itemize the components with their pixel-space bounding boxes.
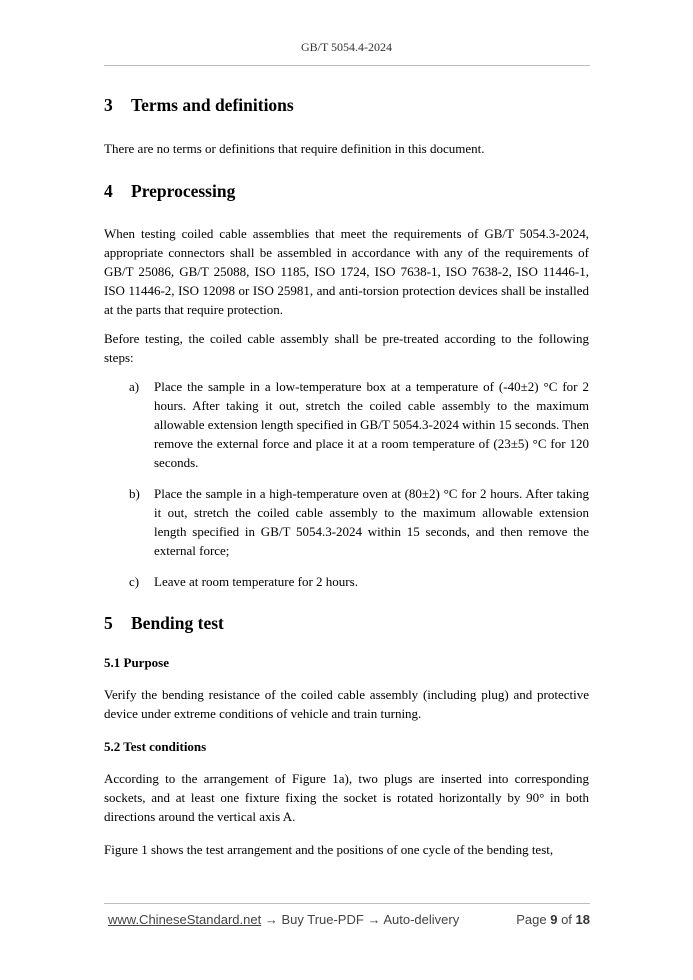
list-marker: c) [129,574,140,589]
page-footer [108,912,590,930]
of-label: of [561,912,572,927]
buy-pdf-text: Buy True-PDF [281,912,364,927]
subsection-5-2-paragraph-2: Figure 1 shows the test arrangement and the positions of one cycle of the bending test, [104,842,554,857]
list-item-text: Leave at room temperature for 2 hours. [154,574,358,589]
running-header [0,40,693,55]
page-total: 18 [575,912,590,927]
list-item [104,484,589,560]
arrow-right-icon: → [264,912,278,927]
doc-id: GB/T 5054.4-2024 [300,40,393,54]
subsection-5-1-paragraph: Verify the bending resistance of the coiled cable assembly (including plug) and protective device under extreme conditions of vehicle and train turning. [104,687,589,721]
list-marker: b) [129,486,140,501]
list-item-text: Place the sample in a low-temperature box at a temperature of (-40±2) °C for 2 hours. After taking it out, stretch the coiled cable assembly to the maximum allowable extension length specified in GB/T 5054.3-2024 within 15 seconds. Then remove the external force and place it at a room temperature of (23±5) °C for 120 seconds. [154,379,589,470]
page-body [104,94,589,859]
section-number: 3 [104,95,113,115]
section-4-heading [104,180,589,202]
section-5-heading [104,612,589,634]
subsection-5-1-heading: 5.1 Purpose [104,655,169,670]
preprocessing-steps [104,377,589,591]
section-title: Preprocessing [131,181,236,201]
subsection-5-2-heading: 5.2 Test conditions [104,739,207,754]
footer-divider [104,903,590,904]
section-number: 5 [104,613,113,633]
auto-delivery-text: Auto-delivery [383,912,460,927]
list-item [104,377,589,472]
arrow-right-icon: → [367,912,381,927]
list-marker: a) [129,379,140,394]
section-3-paragraph: There are no terms or definitions that require definition in this document. [104,141,485,156]
section-4-paragraph-2: Before testing, the coiled cable assembly shall be pre-treated according to the following steps: [104,331,589,365]
footer-links [108,912,459,927]
section-title: Bending test [131,613,224,633]
header-divider [104,65,590,66]
section-4-paragraph-1: When testing coiled cable assemblies that meet the requirements of GB/T 5054.3-2024, appropriate connectors shall be assembled in accordance with any of the requirements of GB/T 25086, GB/T 25088, ISO 1185, ISO 1724, ISO 7638-1, ISO 7638-2, ISO 11446-1, ISO 11446-2, ISO 12098 or ISO 25981, and anti-torsion protection devices shall be installed at the parts that require protection. [104,226,589,317]
list-item [104,572,589,591]
list-item-text: Place the sample in a high-temperature oven at (80±2) °C for 2 hours. After taking it out, stretch the coiled cable assembly to the maximum allowable extension length specified in GB/T 5054.3-2024 within 15 seconds, and then remove the external force; [154,486,589,558]
page-indicator [516,912,590,927]
section-3-heading [104,94,589,116]
site-link[interactable]: www.ChineseStandard.net [108,912,262,927]
subsection-5-2-paragraph-1: According to the arrangement of Figure 1a), two plugs are inserted into corresponding sockets, and at least one fixture fixing the socket is rotated horizontally by 90° in both directions around the vertical axis A. [104,771,589,824]
page-number: 9 [550,912,558,927]
section-number: 4 [104,181,113,201]
section-title: Terms and definitions [131,95,294,115]
page-label: Page [516,912,547,927]
